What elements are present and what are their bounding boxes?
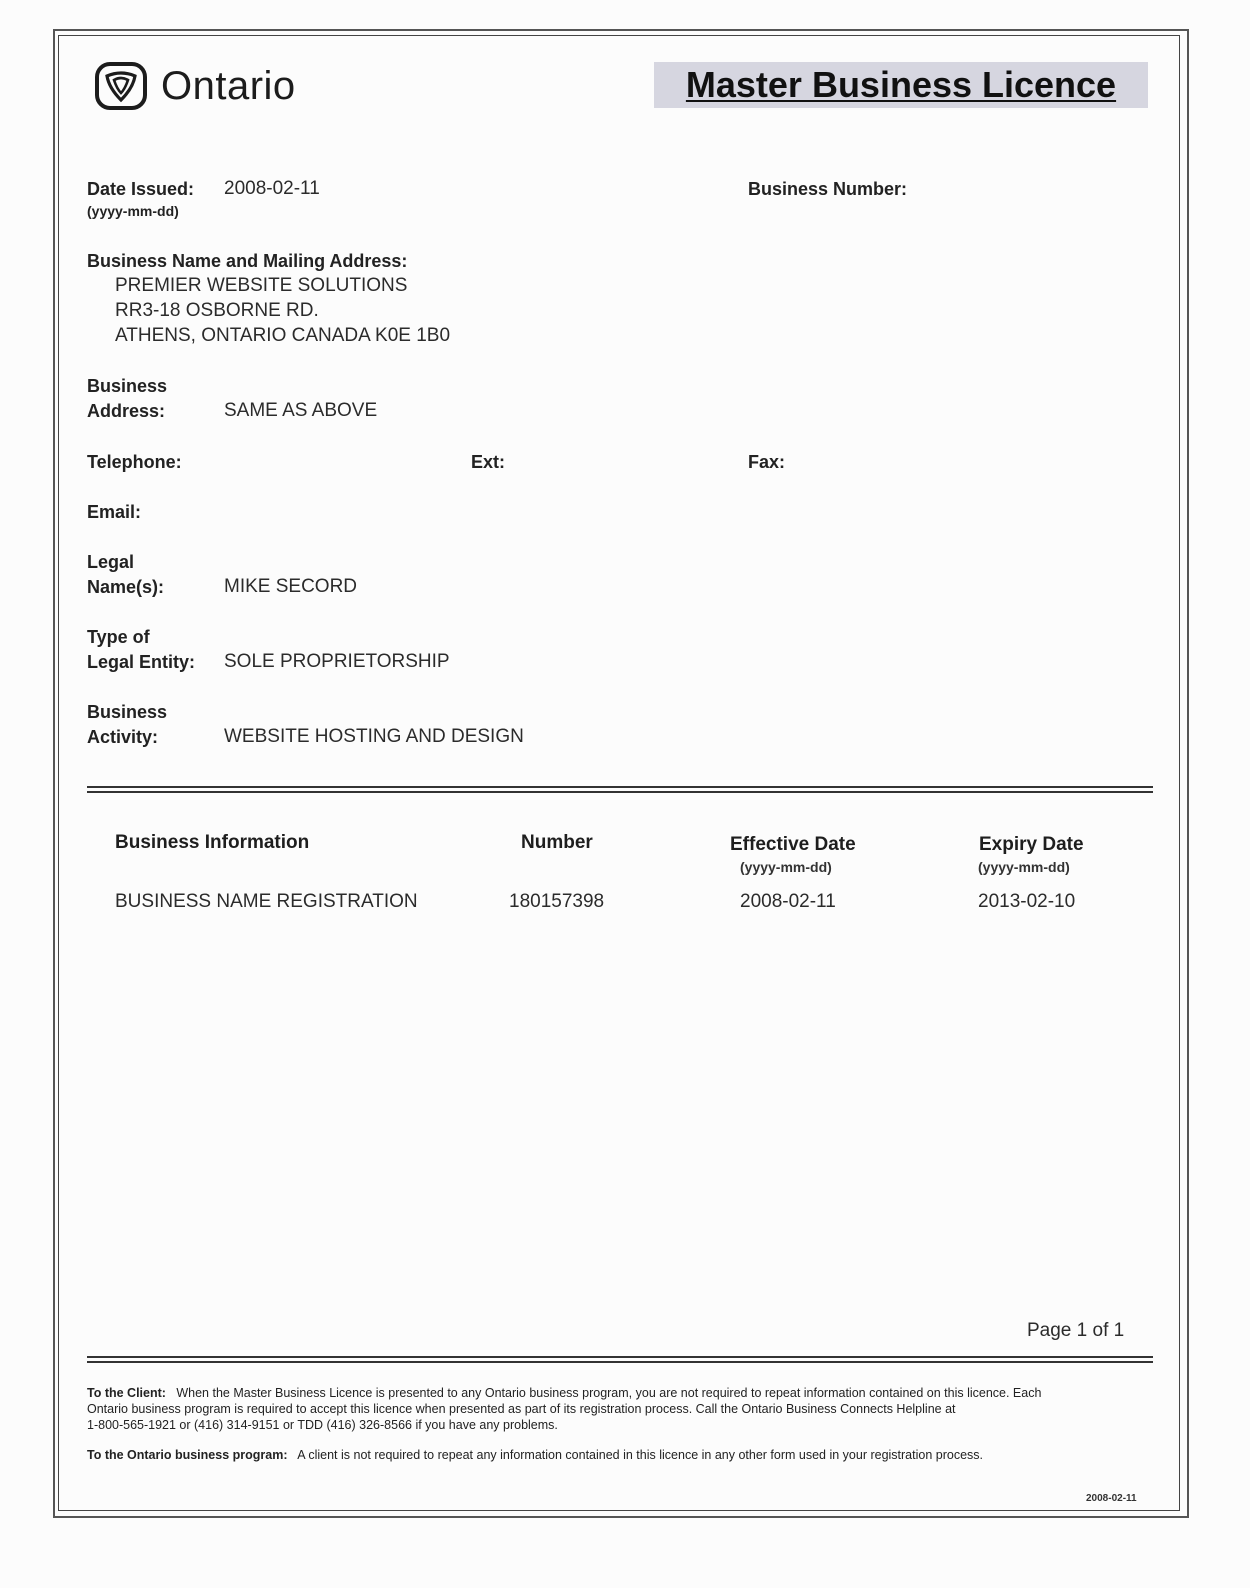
business-address-label: Address: (87, 401, 166, 421)
section-divider (87, 786, 1153, 793)
number-cell: 180157398 (509, 891, 605, 912)
document-title: Master Business Licence (685, 64, 1117, 105)
business-activity-value: WEBSITE HOSTING AND DESIGN (224, 726, 524, 747)
telephone-label: Telephone: (87, 452, 182, 472)
business-activity-label: Activity: (87, 727, 159, 747)
date-issued-value: 2008-02-11 (224, 178, 320, 199)
email-label: Email: (87, 502, 142, 522)
print-date: 2008-02-11 (1086, 1493, 1137, 1504)
page-indicator: Page 1 of 1 (1027, 1320, 1125, 1341)
program-note-text: A client is not required to repeat any information contained in this licence in any other form used in your registration process. (297, 1448, 984, 1462)
name-address-label: Business Name and Mailing Address: (87, 251, 408, 271)
legal-entity-label: Type of (87, 627, 150, 647)
client-note-text: When the Master Business Licence is presented to any Ontario business program, you are not required to repeat information contained on this licence. Each (176, 1386, 1042, 1400)
mailing-address-line: PREMIER WEBSITE SOLUTIONS (115, 275, 408, 296)
logo-text: Ontario (161, 63, 296, 108)
table-header-business-information: Business Information (115, 832, 310, 853)
legal-names-label: Name(s): (87, 577, 165, 597)
table-header-effective-date: Effective Date (730, 834, 856, 855)
program-note (87, 1447, 1147, 1463)
date-format-hint: (yyyy-mm-dd) (87, 203, 179, 219)
mailing-address-line: RR3-18 OSBORNE RD. (115, 300, 319, 321)
expiry-date-hint: (yyyy-mm-dd) (978, 859, 1070, 875)
table-header-number: Number (521, 832, 593, 853)
ext-label: Ext: (471, 452, 506, 472)
ontario-logo (95, 62, 296, 110)
client-note-text: Ontario business program is required to accept this licence when presented as part of its registration process. Call the Ontario Business Connects Helpline at (87, 1402, 956, 1416)
legal-names-label: Legal (87, 552, 135, 572)
client-note (87, 1385, 1147, 1433)
trillium-icon (95, 62, 147, 110)
business-number-label: Business Number: (748, 179, 908, 199)
document-title-box (654, 62, 1148, 108)
expiry-date-cell: 2013-02-10 (978, 891, 1076, 912)
business-activity-label: Business (87, 702, 168, 722)
effective-date-hint: (yyyy-mm-dd) (740, 859, 832, 875)
legal-entity-label: Legal Entity: (87, 652, 196, 672)
client-note-label: To the Client: (87, 1386, 166, 1400)
program-note-label: To the Ontario business program: (87, 1448, 288, 1462)
business-address-label: Business (87, 376, 168, 396)
mailing-address-line: ATHENS, ONTARIO CANADA K0E 1B0 (115, 325, 451, 346)
legal-entity-value: SOLE PROPRIETORSHIP (224, 651, 450, 672)
footer-divider (87, 1356, 1153, 1363)
business-address-value: SAME AS ABOVE (224, 400, 378, 421)
legal-names-value: MIKE SECORD (224, 576, 358, 597)
business-information-cell: BUSINESS NAME REGISTRATION (115, 891, 418, 912)
client-note-text: 1-800-565-1921 or (416) 314-9151 or TDD (416) 326-8566 if you have any problems. (87, 1418, 558, 1432)
table-header-expiry-date: Expiry Date (979, 834, 1084, 855)
fax-label: Fax: (748, 452, 786, 472)
effective-date-cell: 2008-02-11 (740, 891, 836, 912)
date-issued-label: Date Issued: (87, 179, 195, 199)
